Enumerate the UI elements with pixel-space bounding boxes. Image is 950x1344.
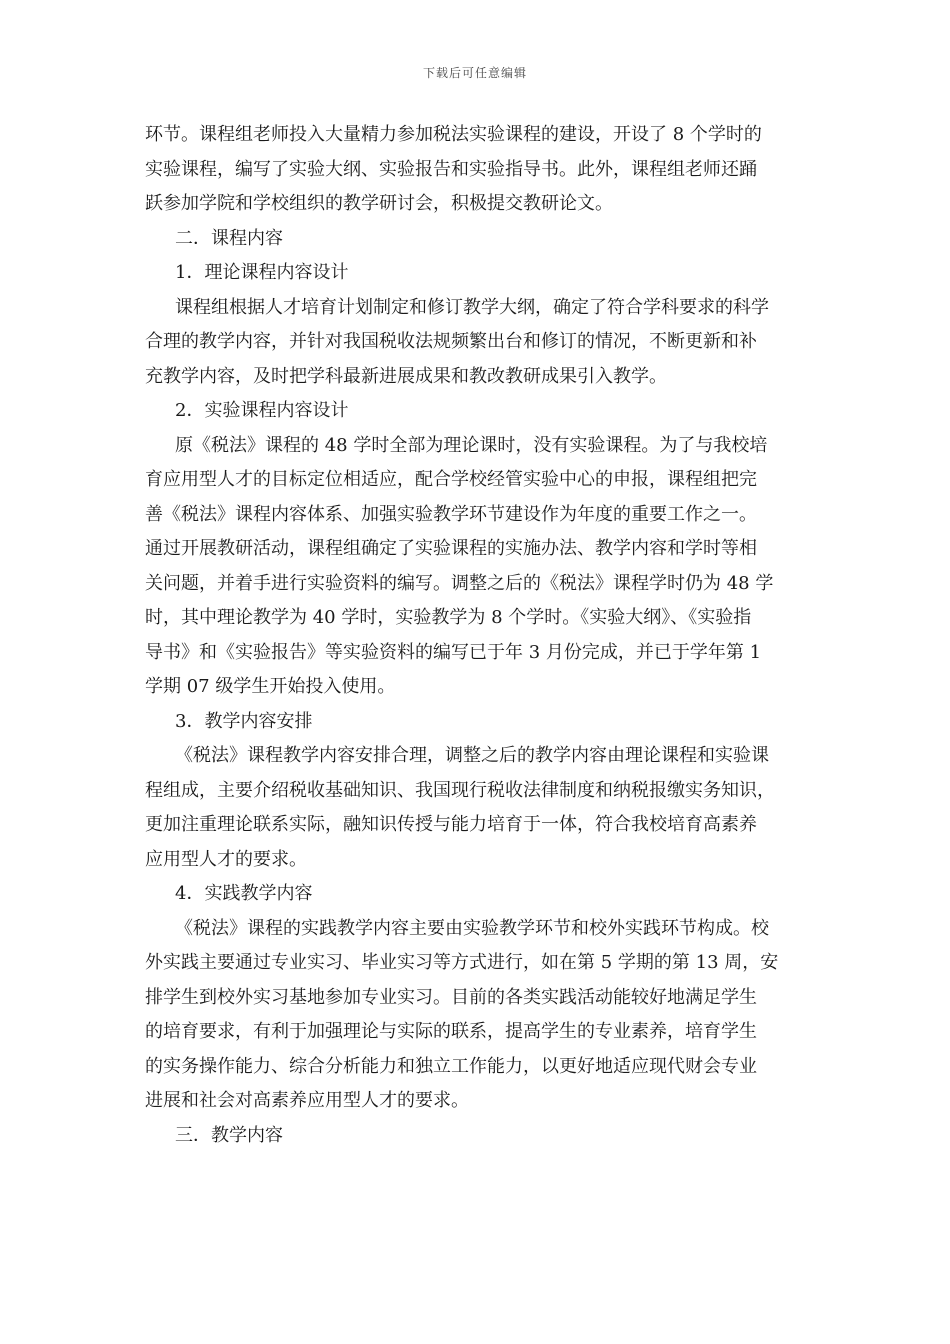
paragraph-line: 学期 07 级学生开始投入使用。	[145, 676, 396, 697]
paragraph-line: 《税法》课程的实践教学内容主要由实验教学环节和校外实践环节构成。校	[175, 917, 769, 939]
subsection-heading: 4．实践教学内容	[175, 883, 313, 904]
paragraph-line: 环节。课程组老师投入大量精力参加税法实验课程的建设，开设了 8 个学时的	[145, 124, 762, 145]
paragraph-line: 课程组根据人才培育计划制定和修订教学大纲，确定了符合学科要求的科学	[175, 296, 769, 318]
subsection-heading: 2．实验课程内容设计	[175, 400, 349, 421]
paragraph-line: 通过开展教研活动，课程组确定了实验课程的实施办法、教学内容和学时等相	[145, 538, 757, 559]
paragraph-line: 外实践主要通过专业实习、毕业实习等方式进行，如在第 5 学期的第 13 周，安	[145, 952, 779, 973]
subsection-heading: 1．理论课程内容设计	[175, 262, 349, 283]
document-body	[145, 118, 817, 1153]
paragraph-line: 育应用型人才的目标定位相适应，配合学校经管实验中心的申报，课程组把完	[145, 469, 757, 490]
paragraph-line: 进展和社会对高素养应用型人才的要求。	[145, 1090, 469, 1111]
paragraph-line: 充教学内容，及时把学科最新进展成果和教改教研成果引入教学。	[145, 365, 667, 387]
paragraph-line: 应用型人才的要求。	[145, 848, 307, 870]
section-heading: 二．课程内容	[175, 227, 283, 249]
paragraph-line: 时，其中理论教学为 40 学时，实验教学为 8 个学时。《实验大纲》、《实验指	[145, 607, 752, 628]
paragraph-line: 的培育要求，有利于加强理论与实际的联系，提高学生的专业素养，培育学生	[145, 1021, 757, 1042]
paragraph-line: 导书》和《实验报告》等实验资料的编写已于年 3 月份完成，并已于学年第 1	[145, 641, 762, 663]
page-header: 下载后可任意编辑	[422, 66, 527, 80]
paragraph-line: 的实务操作能力、综合分析能力和独立工作能力，以更好地适应现代财会专业	[145, 1055, 757, 1077]
paragraph-line: 实验课程，编写了实验大纲、实验报告和实验指导书。此外，课程组老师还踊	[145, 158, 757, 180]
paragraph-line: 跃参加学院和学校组织的教学研讨会，积极提交教研论文。	[145, 193, 613, 214]
paragraph-line: 关问题，并着手进行实验资料的编写。调整之后的《税法》课程学时仍为 48 学	[145, 572, 774, 594]
paragraph-line: 合理的教学内容，并针对我国税收法规频繁出台和修订的情况，不断更新和补	[145, 331, 757, 352]
paragraph-line: 更加注重理论联系实际，融知识传授与能力培育于一体，符合我校培育高素养	[145, 814, 757, 835]
subsection-heading: 3．教学内容安排	[175, 710, 313, 732]
paragraph-line: 排学生到校外实习基地参加专业实习。目前的各类实践活动能较好地满足学生	[145, 986, 757, 1008]
paragraph-line: 原《税法》课程的 48 学时全部为理论课时，没有实验课程。为了与我校培	[175, 434, 768, 456]
paragraph-line: 《税法》课程教学内容安排合理，调整之后的教学内容由理论课程和实验课	[175, 745, 769, 766]
section-heading: 三．教学内容	[175, 1124, 283, 1146]
paragraph-line: 善《税法》课程内容体系、加强实验教学环节建设作为年度的重要工作之一。	[145, 503, 757, 525]
paragraph-line: 程组成，主要介绍税收基础知识、我国现行税收法律制度和纳税报缴实务知识，	[145, 779, 775, 801]
